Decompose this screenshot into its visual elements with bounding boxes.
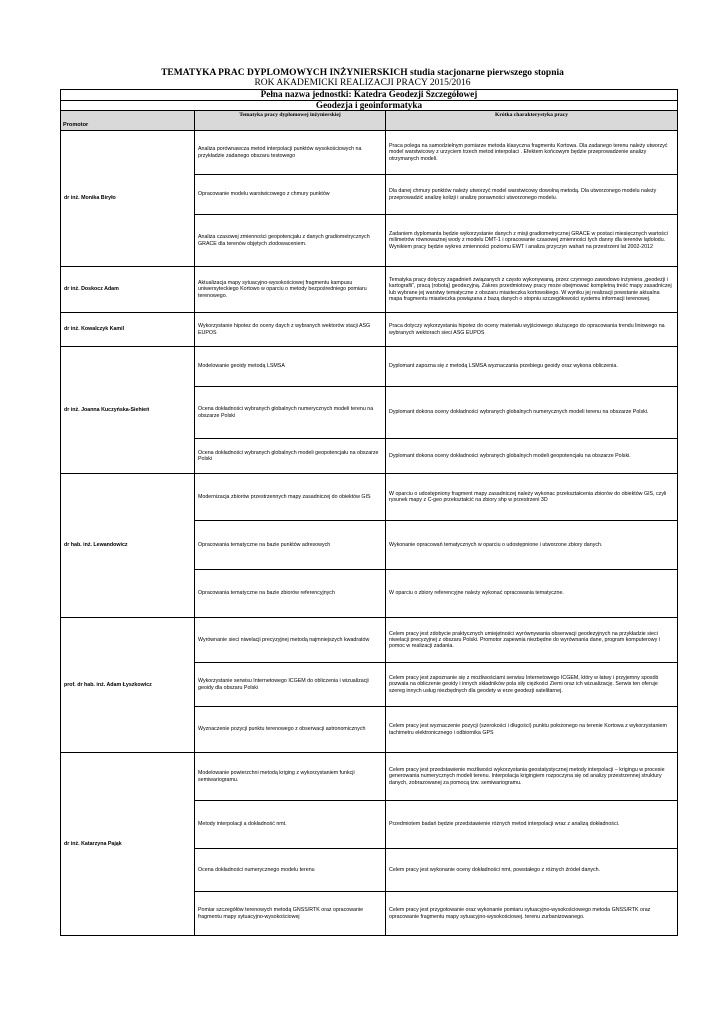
- promotor-cell: dr inż. Katarzyna Pająk: [61, 753, 195, 936]
- description-cell: Dyplomant dokona oceny dokładności wybranych globalnych numerycznych modeli terenu na obszarze Polski.: [386, 387, 678, 439]
- promotor-cell: dr inż. Joanna Kuczyńska-Siehień: [61, 347, 195, 474]
- description-cell: Praca dotyczy wykorzystania hipotez do oceny materiału wyjściowego służącego do opracowania trendu liniowego na wybranych wektorach sieci ASG EUPOS: [386, 313, 678, 347]
- promotor-cell: dr inż. Monika Biryło: [61, 131, 195, 267]
- table-row: [61, 313, 678, 347]
- description-cell: Celem pracy jest zapoznanie się z możliwościami serwisu Internetowego ICGEM, który w łatwy i przyjemny sposób pozwala na obliczenie geoidy i innych składników pola siły ciężkości Ziemi oraz ich wizualizację. Serwis ten oferuje szereg innych usług niezbędnych dla geodety w erze geodezji satelitarnej.: [386, 663, 678, 707]
- topic-cell: Aktualizacja mapy sytuacyjno-wysokościowej fragmentu kampusu uniwersyteckiego Kortowo w oparciu o metody bezpośredniego pomiaru terenowego.: [195, 267, 386, 313]
- topic-cell: Ocena dokładności wybranych globalnych numerycznych modeli terenu na obszarze Polski: [195, 387, 386, 439]
- topic-cell: Metody interpolacji a dokładność nmt.: [195, 801, 386, 849]
- field-name: Geodezja i geoinformatyka: [61, 101, 678, 111]
- promotor-cell: dr hab. inż. Lewandowicz: [61, 474, 195, 618]
- topic-cell: Ocena dokładności wybranych globalnych modeli geopotencjału na obszarze Polski: [195, 439, 386, 474]
- table-row: [61, 347, 678, 387]
- promotor-cell: dr inż. Kowalczyk Kamil: [61, 313, 195, 347]
- document-title: TEMATYKA PRAC DYPLOMOWYCH INŻYNIERSKICH studia stacjonarne pierwszego stopnia: [161, 68, 564, 78]
- description-cell: Praca polega na samodzielnym pomiarze metoda klasyczna fragmentu Kortowa. Dla zadanego terenu należy utworzyć model warstwicowy z urzyciem trzech metod interpolaci . Efektem końcowym będzie przeprowadzenie analizy otrzymanych modeli.: [386, 131, 678, 175]
- column-header-topic: Tematyka pracy dyplomowej inżynierskiej: [195, 111, 386, 131]
- description-cell: Dyplomant dokona oceny dokładności wybranych globalnych modeli geopotencjału na obszarze Polski.: [386, 439, 678, 474]
- table-row: [61, 267, 678, 313]
- description-cell: Dla danej chmury punktów należy utworzyć model warstwicowy dowolną metodą. Dla utworzonego modelu należy przeprowadzić analizę kolizji i analizę porawności utworzonego modelu.: [386, 175, 678, 215]
- table-row: [61, 474, 678, 521]
- topic-cell: Modernizacja zbiorów przestrzennych mapy zasadniczej do obiektów GIS: [195, 474, 386, 521]
- column-header-promotor: Promotor: [61, 111, 195, 131]
- description-cell: Dyplomant zapozna się z metodą LSMSA wyznaczania przebiegu geoidy oraz wykona obliczenia.: [386, 347, 678, 387]
- description-cell: Celem pracy jest przygotowanie oraz wykonanie pomiaru sytuacyjno-wysokościowego metoda GNSS/RTK oraz opracowanie fragmentu mapy sytuacyjno-wysokościowej. terenu zurbanizowanego.: [386, 892, 678, 936]
- unit-row: [61, 90, 678, 101]
- thesis-topics-table: [60, 89, 678, 936]
- topic-cell: Analiza czasowej zmienności geopotencjału z danych gradiometrycznych GRACE dla terenów objętych zlodowaceniem.: [195, 215, 386, 267]
- column-header-row: [61, 111, 678, 131]
- topic-cell: Opracowania tematyczne na bazie punktów adresowych: [195, 521, 386, 570]
- promotor-cell: dr inż. Doskocz Adam: [61, 267, 195, 313]
- topic-cell: Opracowanie modelu warstwicowego z chmury punktów: [195, 175, 386, 215]
- topic-cell: Opracowania tematyczne na bazie zbiorów referencyjnych: [195, 570, 386, 618]
- topic-cell: Wykorzystanie hipotez do oceny daych z wybranych wektorów stacji ASG EUPOS: [195, 313, 386, 347]
- table-row: [61, 618, 678, 663]
- promotor-cell: prof. dr hab. inż. Adam Łyszkowicz: [61, 618, 195, 753]
- topic-cell: Wyznaczenie pozycji punktu terenowego z obserwacji astronomicznych: [195, 707, 386, 753]
- academic-year: ROK AKADEMICKI REALIZACJI PRACY 2015/2016: [254, 78, 471, 88]
- topic-cell: Wykorzystanie serwisu Internetowego ICGEM do obliczenia i wizualizacji geoidy dla obszaru Polski: [195, 663, 386, 707]
- topic-cell: Wyrównanie sieci niwelacji precyzyjnej metodą najmniejszych kwadratów: [195, 618, 386, 663]
- description-cell: Celem pracy jest wyznaczenie pozycji (szerokości i długości) punktu położonego na terenie Kortowa z wykorzystaniem tachimetru elektronicznego i odbiornika GPS: [386, 707, 678, 753]
- description-cell: Celem pracy jest wykonanie oceny dokładności nmt, powstałego z różnych źródeł danych.: [386, 849, 678, 892]
- topic-cell: Modelowanie powierzchni metodą kriging z wykorzystaniem funkcji semiwariogramu.: [195, 753, 386, 801]
- description-cell: Przedmiotem badań będzie przedstawienie różnych metod interpolacji wraz z analizą dokładności.: [386, 801, 678, 849]
- topic-cell: Ocena dokładności numerycznego modelu terenu: [195, 849, 386, 892]
- description-cell: Celem pracy jest zdobycie praktycznych umiejętności wyrównywania obserwacji geodezyjnych na przykładzie sieci niwelacji precyzyjnej z obszaru Polski. Promotor zapewnia niezbędne do wyrównania dane, program komputerowy i pomoc w realizacji zadania.: [386, 618, 678, 663]
- unit-name: Pełna nazwa jednostki: Katedra Geodezji Szczegółowej: [61, 90, 678, 101]
- table-row: [61, 131, 678, 175]
- topic-cell: Pomiar szczegółów terenowych metodą GNSS/RTK oraz opracowanie fragmentu mapy sytuacyjno-wysokościowej: [195, 892, 386, 936]
- topic-cell: Modelowanie geoidy metodą LSMSA: [195, 347, 386, 387]
- description-cell: W oparciu o udostępniony fragment mapy zasadniczej należy wykonac przekształcenia zbiorów do obiektów GIS, czyli rysunek mapy z C-geo przekształcić na zbiory shp w przestrzeni 3D: [386, 474, 678, 521]
- description-cell: W oparciu o zbiory referencyjne należy wykonać opracowania tematyczne.: [386, 570, 678, 618]
- column-header-description: Krótka charakterystyka pracy: [386, 111, 678, 131]
- field-row: [61, 101, 678, 111]
- description-cell: Tematyka pracy dotyczy zagadnień związanych z często wykonywaną, przez czynnego zawodowo inżyniera „geodezji i kartografii”, pracą (robotą) geodezyjną. Zakres przedmiotowy pracy może obejmować kompletną treść mapy zasadniczej lub wybrane jej warstwy tematyczne z obszaru miasteczka kortowskiego. W wyniku jej realizacji powstanie aktualna mapa fragmentu miasteczka powiązana z bazą danych o stopniu szczegółowości systemu informacji terenowej.: [386, 267, 678, 313]
- table-row: [61, 753, 678, 801]
- description-cell: Zadaniem dyplomanta będzie wykorzystanie danych z misji gradiometrycznej GRACE w postaci miesięcznych wartości milimetrów równoważnej wody z modelu DMT-1 i opracowanie czasowej zmienności tych danny dla terenów lądolodu. Wynikiem pracy będzie wykres zmienności poziomu EWT i analiza przyczyn wahań na przestrzeni lat 2002-2012: [386, 215, 678, 267]
- topic-cell: Analiza porównawcza metod interpolacji punktów wysokościowych na przykładzie zadanego obszaru testowego: [195, 131, 386, 175]
- description-cell: Celem pracy jest przedstawienie możliwości wykorzystania geostatystycznej metody interpolacji – krigingu w procesie generowania numerycznych modeli terenu. Interpolacja krigingiem rozpoczyna się od analizy przestrzennej struktury danych, zobrazowanej za pomocą tzw. semiwariogramu.: [386, 753, 678, 801]
- description-cell: Wykonanie opracowań tematycznych w oparciu o udostępnione i utworzone zbiory danych.: [386, 521, 678, 570]
